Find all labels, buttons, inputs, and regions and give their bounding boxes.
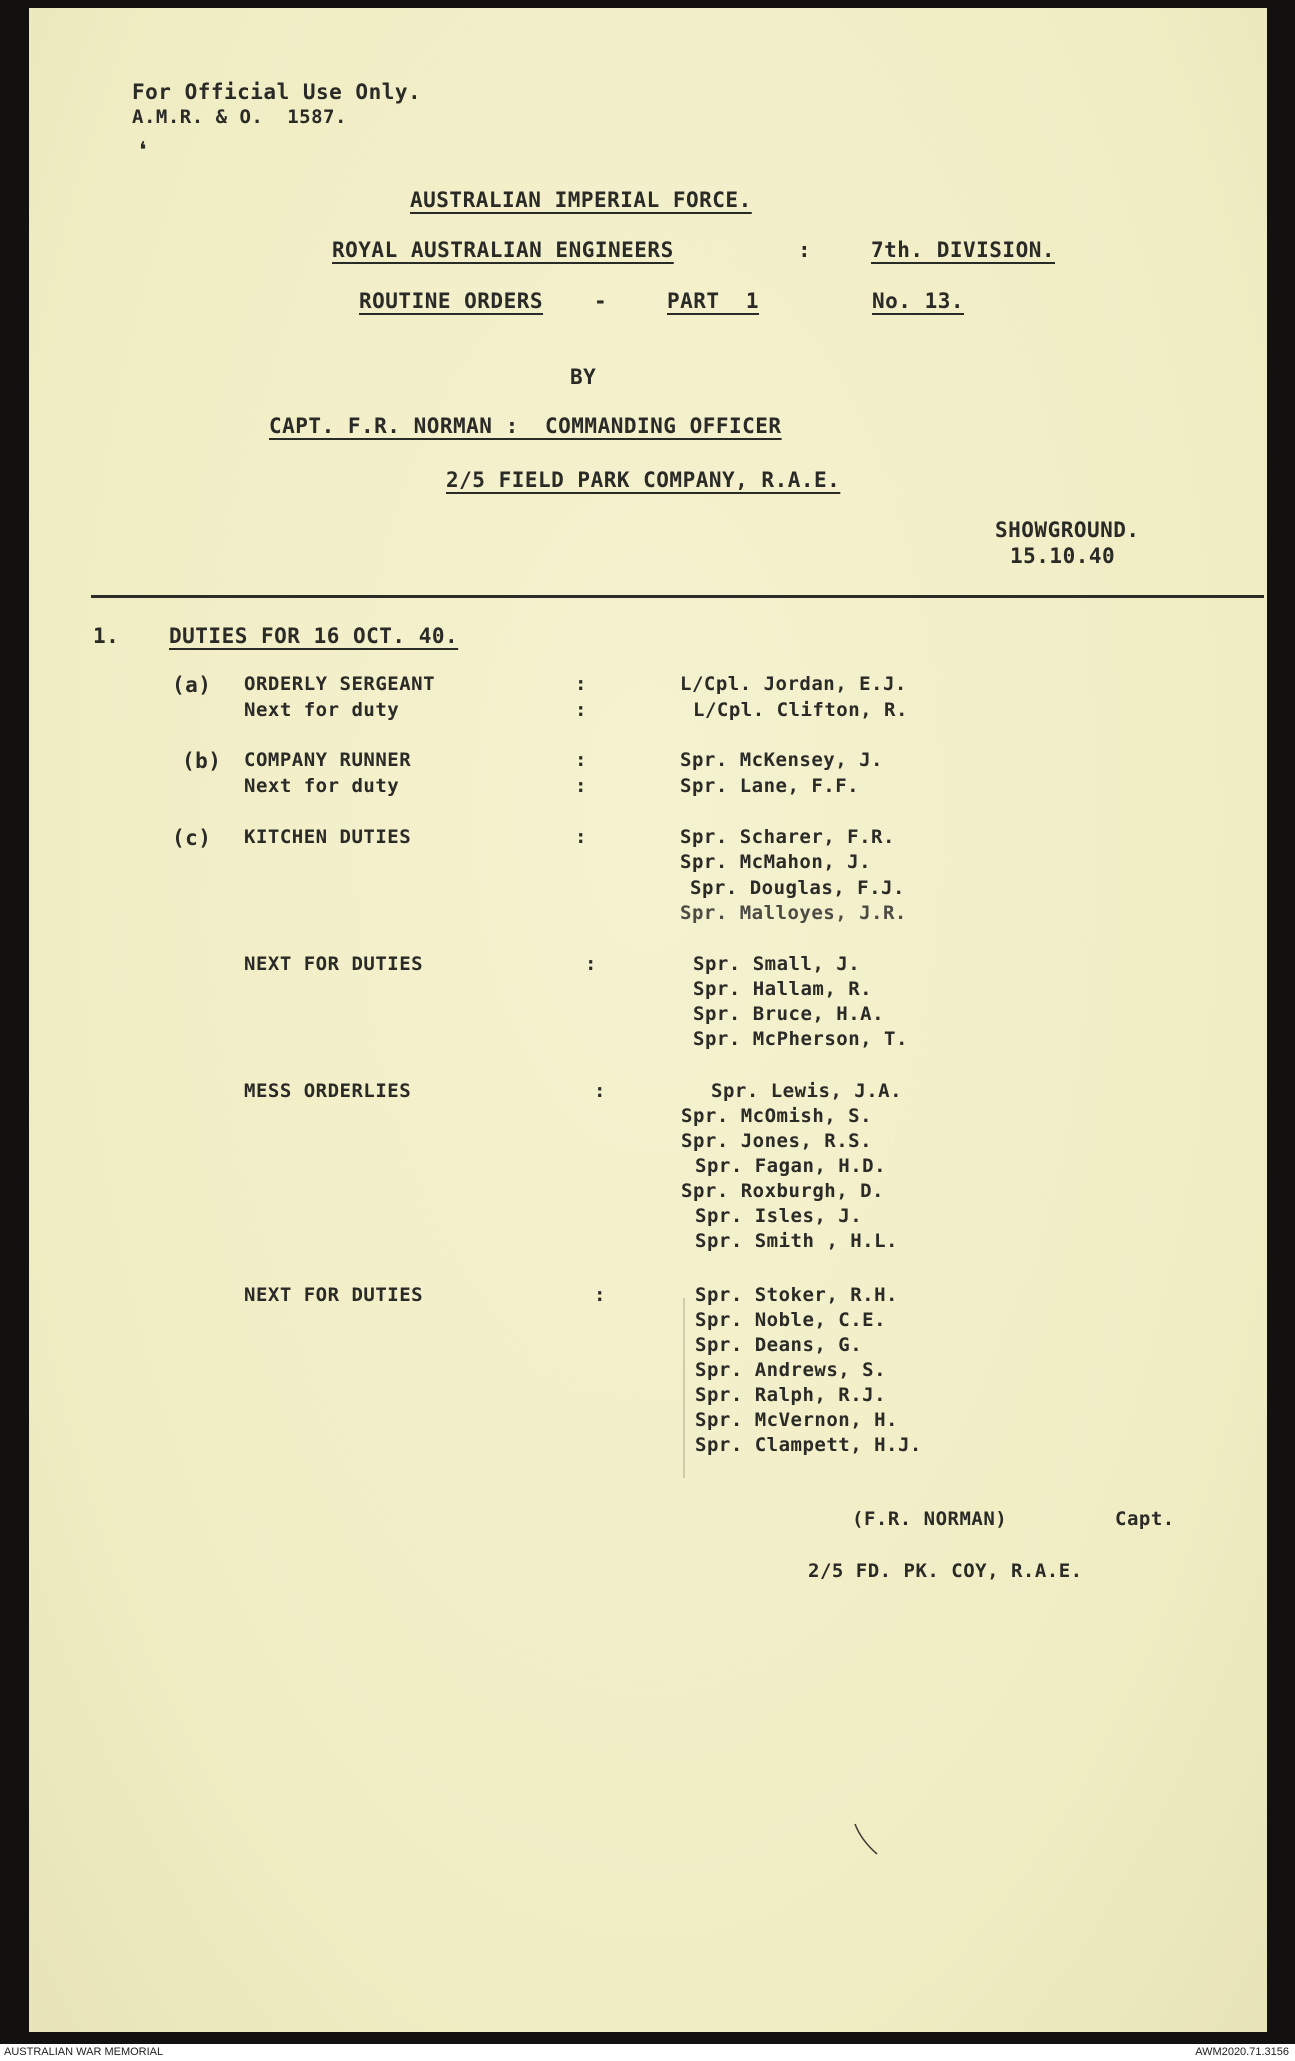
section-title: DUTIES FOR 16 OCT. 40. — [169, 624, 459, 648]
footer-institution: AUSTRALIAN WAR MEMORIAL — [4, 2046, 164, 2058]
item-c-sep: : — [575, 826, 587, 848]
section-number: 1. — [93, 624, 120, 648]
ink-mark: ❛ — [134, 136, 153, 171]
list-item: Spr. Lewis, J.A. — [711, 1080, 903, 1102]
mess-orderlies-role: MESS ORDERLIES — [244, 1080, 412, 1102]
next-duties-1-sep: : — [585, 953, 597, 975]
item-c-role: KITCHEN DUTIES — [244, 826, 412, 848]
list-item: Spr. Hallam, R. — [693, 978, 873, 1000]
part-number: PART 1 — [667, 289, 760, 313]
next-duties-2-sep: : — [594, 1284, 606, 1306]
reference-number: A.M.R. & O. 1587. — [132, 106, 347, 128]
list-item: Spr. Stoker, R.H. — [695, 1284, 898, 1306]
list-item: Spr. Small, J. — [693, 953, 861, 975]
mess-orderlies-sep: : — [594, 1080, 606, 1102]
item-a-sep-2: : — [575, 699, 587, 721]
scan-speck — [851, 1822, 881, 1858]
next-duties-2-role: NEXT FOR DUTIES — [244, 1284, 424, 1306]
list-item: Spr. McKensey, J. — [680, 749, 883, 771]
item-a-role: ORDERLY SERGEANT — [244, 673, 436, 695]
corps-separator: : — [798, 238, 812, 262]
item-b-role: COMPANY RUNNER — [244, 749, 412, 771]
list-item: Spr. Deans, G. — [695, 1334, 863, 1356]
issue-date: 15.10.40 — [1010, 544, 1116, 568]
by-line: BY — [570, 365, 597, 389]
list-item: Spr. Clampett, H.J. — [695, 1434, 922, 1456]
list-item: Spr. McPherson, T. — [693, 1028, 908, 1050]
footer-accession: AWM2020.71.3156 — [1195, 2046, 1289, 2058]
classification: For Official Use Only. — [132, 80, 422, 104]
list-item: Spr. McOmish, S. — [681, 1105, 873, 1127]
item-b-sep-2: : — [575, 775, 587, 797]
orders-number: No. 13. — [872, 289, 965, 313]
force-title: AUSTRALIAN IMPERIAL FORCE. — [410, 188, 752, 212]
item-b-next: Next for duty — [244, 775, 400, 797]
list-item: Spr. Fagan, H.D. — [695, 1155, 887, 1177]
list-item: Spr. Isles, J. — [695, 1205, 863, 1227]
list-item: L/Cpl. Clifton, R. — [693, 699, 908, 721]
item-c-label: (c) — [172, 826, 212, 850]
orders-dash: - — [594, 289, 608, 313]
division-title: 7th. DIVISION. — [871, 238, 1056, 262]
unit-name: 2/5 FIELD PARK COMPANY, R.A.E. — [446, 468, 841, 492]
list-item: Spr. McVernon, H. — [695, 1409, 898, 1431]
pencil-mark — [683, 1298, 685, 1478]
commanding-officer: CAPT. F.R. NORMAN : COMMANDING OFFICER — [269, 414, 782, 438]
list-item: Spr. Roxburgh, D. — [681, 1180, 884, 1202]
corps-title: ROYAL AUSTRALIAN ENGINEERS — [332, 238, 674, 262]
list-item: Spr. Lane, F.F. — [680, 775, 860, 797]
item-a-next: Next for duty — [244, 699, 400, 721]
item-a-sep: : — [575, 673, 587, 695]
orders-title: ROUTINE ORDERS — [359, 289, 544, 313]
item-a-label: (a) — [172, 673, 212, 697]
signature-unit: 2/5 FD. PK. COY, R.A.E. — [808, 1560, 1083, 1582]
list-item: Spr. Bruce, H.A. — [693, 1003, 885, 1025]
list-item: Spr. McMahon, J. — [680, 851, 872, 873]
next-duties-1-role: NEXT FOR DUTIES — [244, 953, 424, 975]
list-item: Spr. Malloyes, J.R. — [680, 902, 907, 924]
list-item: Spr. Noble, C.E. — [695, 1309, 887, 1331]
list-item: Spr. Douglas, F.J. — [690, 877, 905, 899]
item-b-sep: : — [575, 749, 587, 771]
archive-footer — [0, 2044, 1295, 2061]
item-b-label: (b) — [182, 749, 222, 773]
location: SHOWGROUND. — [995, 518, 1140, 542]
document-page — [29, 8, 1267, 2032]
signature-name: (F.R. NORMAN) — [852, 1508, 1008, 1530]
list-item: Spr. Andrews, S. — [695, 1359, 887, 1381]
list-item: Spr. Jones, R.S. — [681, 1130, 873, 1152]
list-item: L/Cpl. Jordan, E.J. — [680, 673, 907, 695]
list-item: Spr. Scharer, F.R. — [680, 826, 895, 848]
divider-rule — [91, 595, 1264, 598]
list-item: Spr. Ralph, R.J. — [695, 1384, 887, 1406]
signature-rank: Capt. — [1115, 1508, 1175, 1530]
list-item: Spr. Smith , H.L. — [695, 1230, 898, 1252]
